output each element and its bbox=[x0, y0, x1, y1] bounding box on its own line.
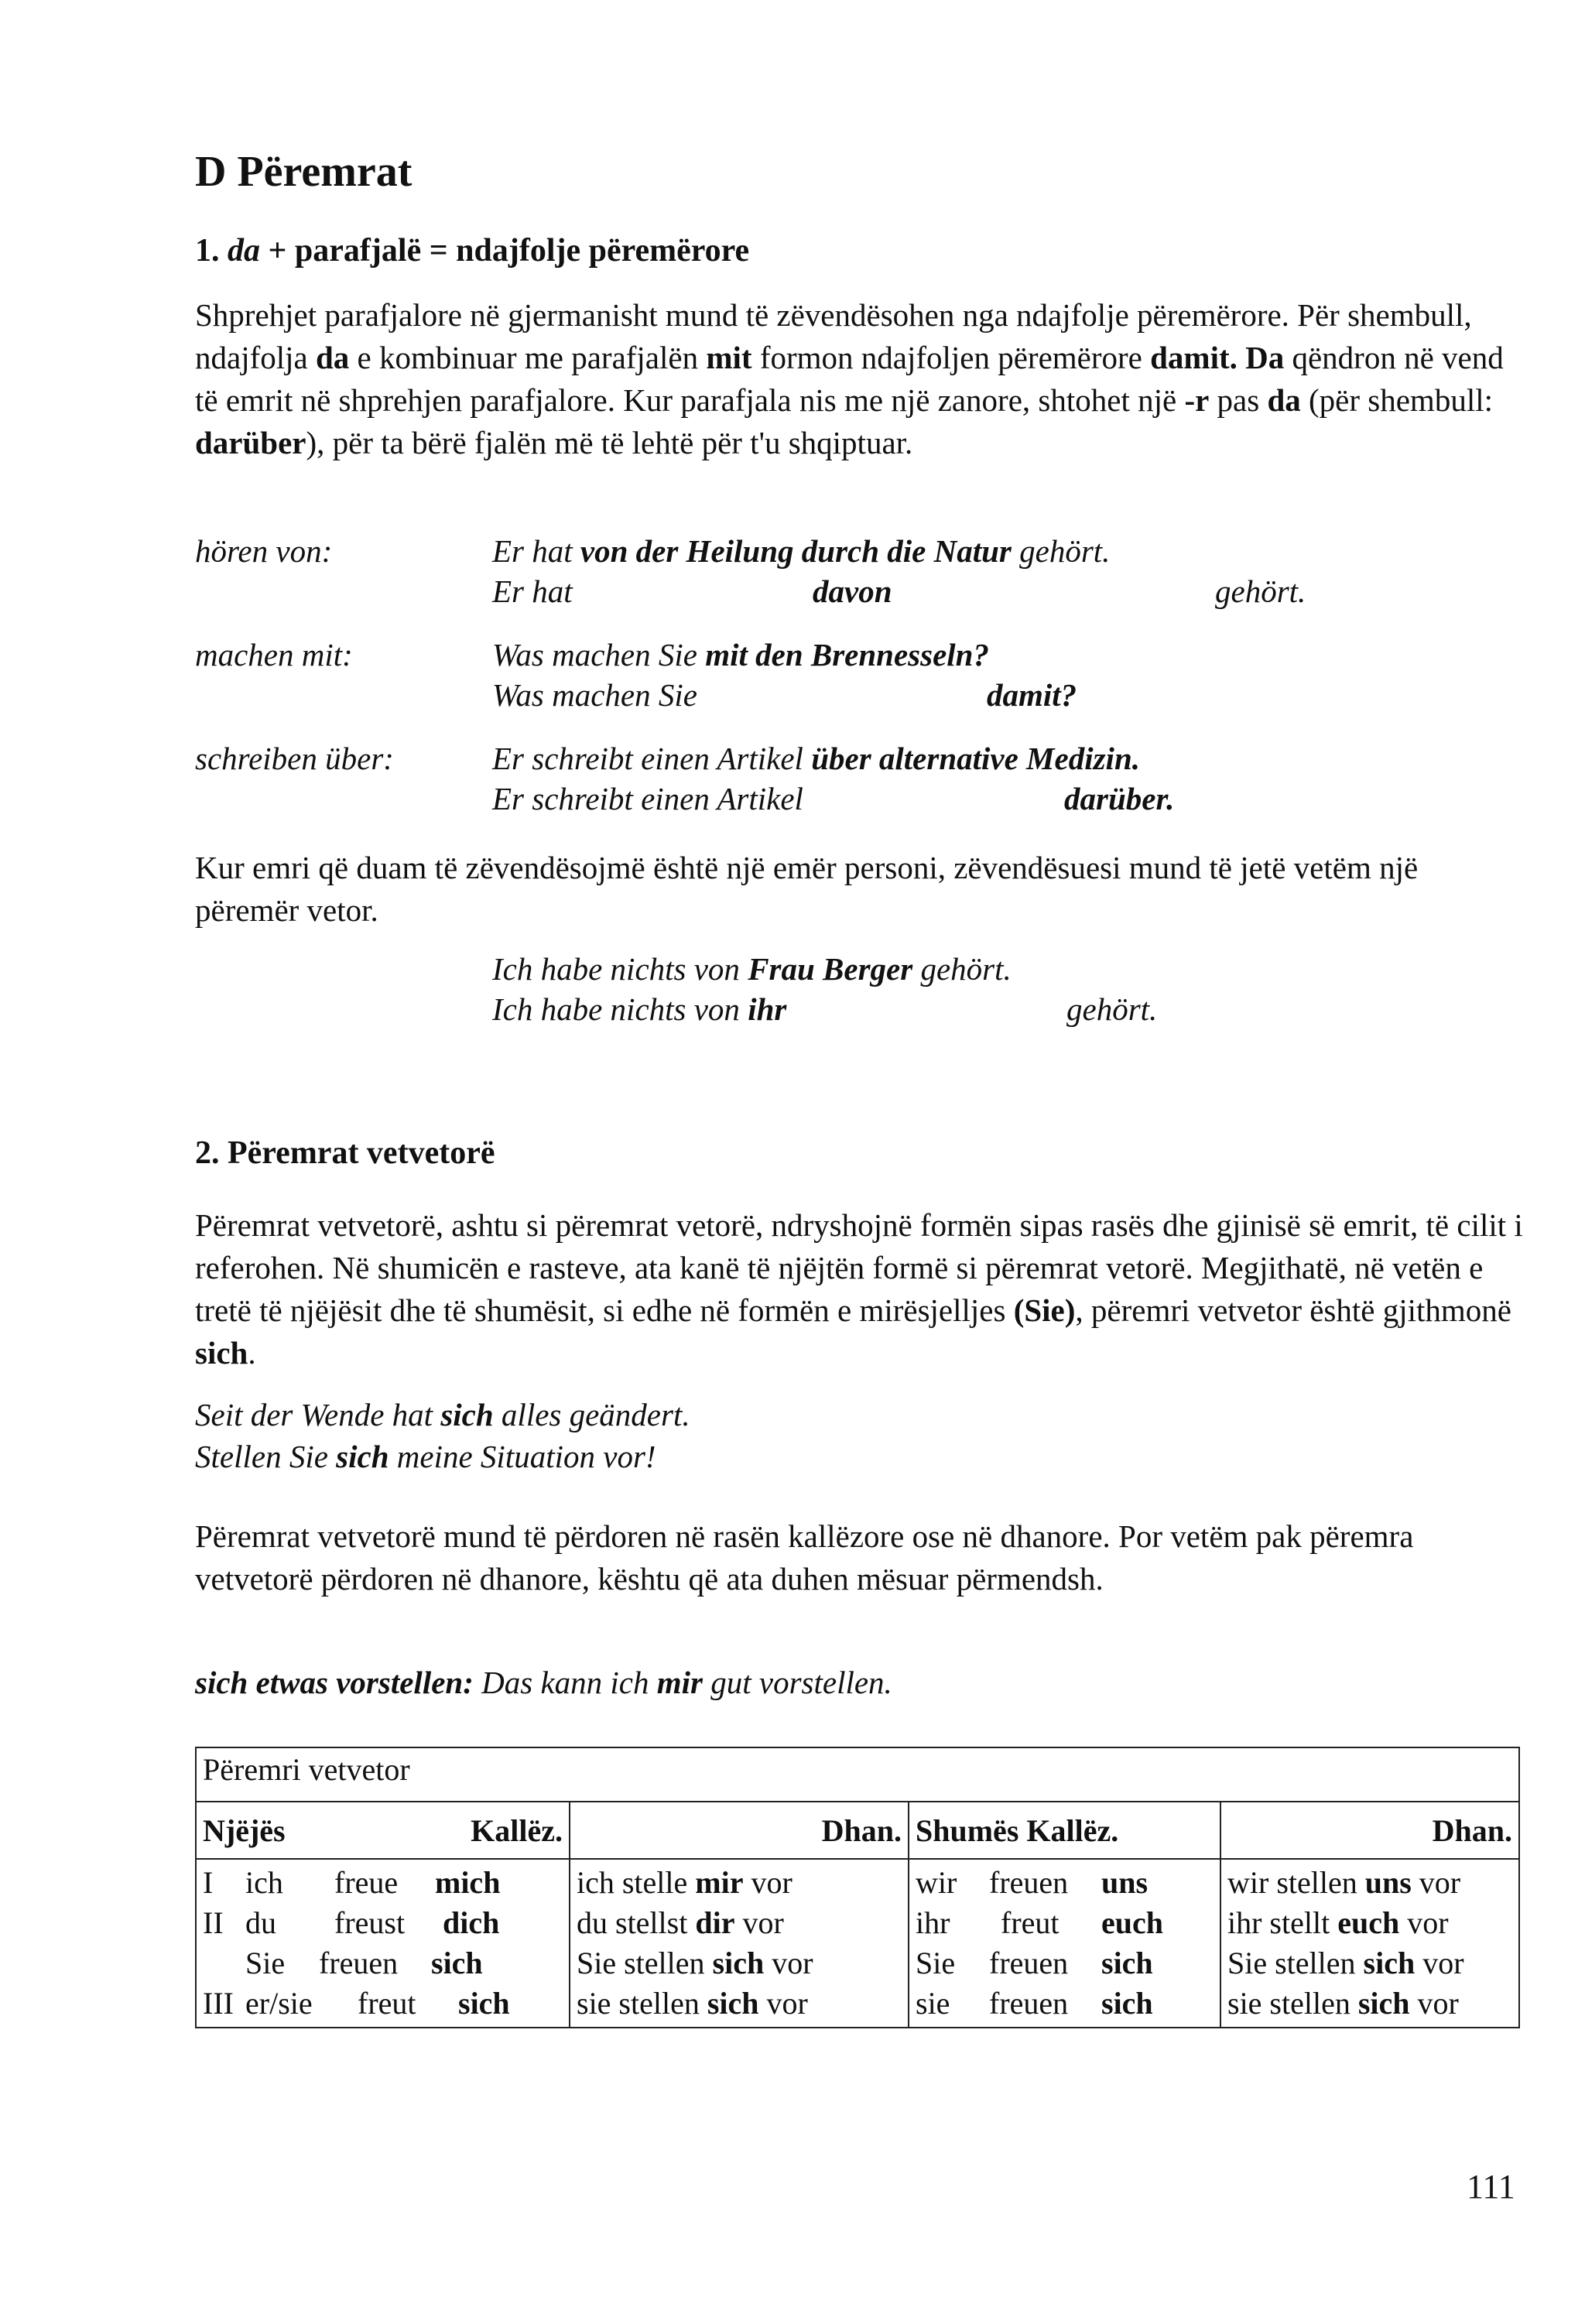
example-label: hören von: bbox=[195, 533, 333, 569]
example-sentence: Er hat von der Heilung durch die Natur gehört. bbox=[492, 533, 1111, 569]
header-singular-dative: Dhan. bbox=[570, 1802, 909, 1859]
table-caption: Përemri vetvetor bbox=[196, 1747, 1519, 1802]
example-replacement: darüber. bbox=[1064, 781, 1175, 816]
subsection-2-paragraph: Përemrat vetvetorë, ashtu si përemrat vetorë, ndryshojnë formën sipas rasës dhe gjinisë së emrit, të cilit i referohen. Në shumicën e rasteve, ata kanë të njëjtën formë si përemrat vetorë. Megjithatë, në vetën e tretë të njëjësit dhe të shumësit, si edhe në formën e mirësjelljes (Sie), përemri vetvetor është gjithmonë sich. bbox=[195, 1207, 1523, 1371]
plural-accusative-cell: wir freuen uns ihr freut euch Sie freuen sich sie freuen sich bbox=[909, 1859, 1220, 2028]
example-sentence-replaced: Er hat bbox=[492, 573, 573, 609]
page-number: 111 bbox=[1467, 2168, 1515, 2206]
person-example-1: Ich habe nichts von Frau Berger gehört. bbox=[492, 951, 1012, 987]
reflexive-example-2: Stellen Sie sich meine Situation vor! bbox=[195, 1439, 656, 1474]
reflexive-pronoun-table bbox=[195, 1747, 1520, 2028]
subsection-1-paragraph: Shprehjet parafjalore në gjermanisht mund të zëvendësohen nga ndajfolje përemërore. Për shembull, ndajfolja da e kombinuar me parafjalën mit formon ndajfoljen përemërore damit. Da qëndron në vend të emrit në shprehjen parafjalore. Kur parafjala nis me një zanore, shtohet një -r pas da (për shembull: darüber), për ta bërë fjalën më të lehtë për t'u shqiptuar. bbox=[195, 297, 1504, 460]
example-replacement: damit? bbox=[987, 677, 1077, 713]
person-example-2-verb: gehört. bbox=[1066, 991, 1158, 1027]
example-sentence: Was machen Sie mit den Brennesseln? bbox=[492, 637, 989, 673]
subsection-2-title: 2. Përemrat vetvetorë bbox=[195, 1135, 495, 1171]
plural-dative-cell: wir stellen uns vor ihr stellt euch vor Sie stellen sich vor sie stellen sich vor bbox=[1220, 1859, 1519, 2028]
header-plural-dative: Dhan. bbox=[1220, 1802, 1519, 1859]
header-singular-accusative: Njëjës Kallëz. bbox=[196, 1802, 570, 1859]
example-sentence-replaced: Was machen Sie bbox=[492, 677, 697, 713]
singular-accusative-cell bbox=[196, 1859, 570, 2028]
table-row: I ich freue mich bbox=[203, 1865, 501, 1900]
table-row: III er/sie freut sich bbox=[203, 1986, 510, 2021]
table-row: Sie freuen sich bbox=[245, 1946, 483, 1980]
header-plural-accusative: Shumës Kallëz. bbox=[909, 1802, 1220, 1859]
verb-example: sich etwas vorstellen: Das kann ich mir gut vorstellen. bbox=[195, 1665, 892, 1700]
person-example-2: Ich habe nichts von ihr bbox=[492, 991, 787, 1027]
example-sentence: Er schreibt einen Artikel über alternative Medizin. bbox=[492, 741, 1141, 776]
section-title: D Përemrat bbox=[195, 148, 413, 196]
subsection-1-title: 1. da + parafjalë = ndajfolje përemërore bbox=[195, 233, 750, 269]
singular-dative-cell: ich stelle mir vor du stellst dir vor Sie stellen sich vor sie stellen sich vor bbox=[570, 1859, 909, 2028]
subsection-2-paragraph-2: Përemrat vetvetorë mund të përdoren në rasën kallëzore ose në dhanore. Por vetëm pak përemra vetvetorë përdoren në dhanore, kështu që ata duhen mësuar përmendsh. bbox=[195, 1518, 1414, 1597]
example-label: machen mit: bbox=[195, 637, 353, 673]
table-row: II du freust dich bbox=[203, 1905, 500, 1940]
example-sentence-replaced: Er schreibt einen Artikel bbox=[492, 781, 803, 816]
example-label: schreiben über: bbox=[195, 741, 394, 776]
example-replacement: davon bbox=[813, 573, 892, 609]
reflexive-example-1: Seit der Wende hat sich alles geändert. bbox=[195, 1397, 690, 1432]
subsection-1-paragraph-2: Kur emri që duam të zëvendësojmë është një emër personi, zëvendësuesi mund të jetë vetëm një përemër vetor. bbox=[195, 850, 1419, 928]
example-verb: gehört. bbox=[1215, 573, 1306, 609]
